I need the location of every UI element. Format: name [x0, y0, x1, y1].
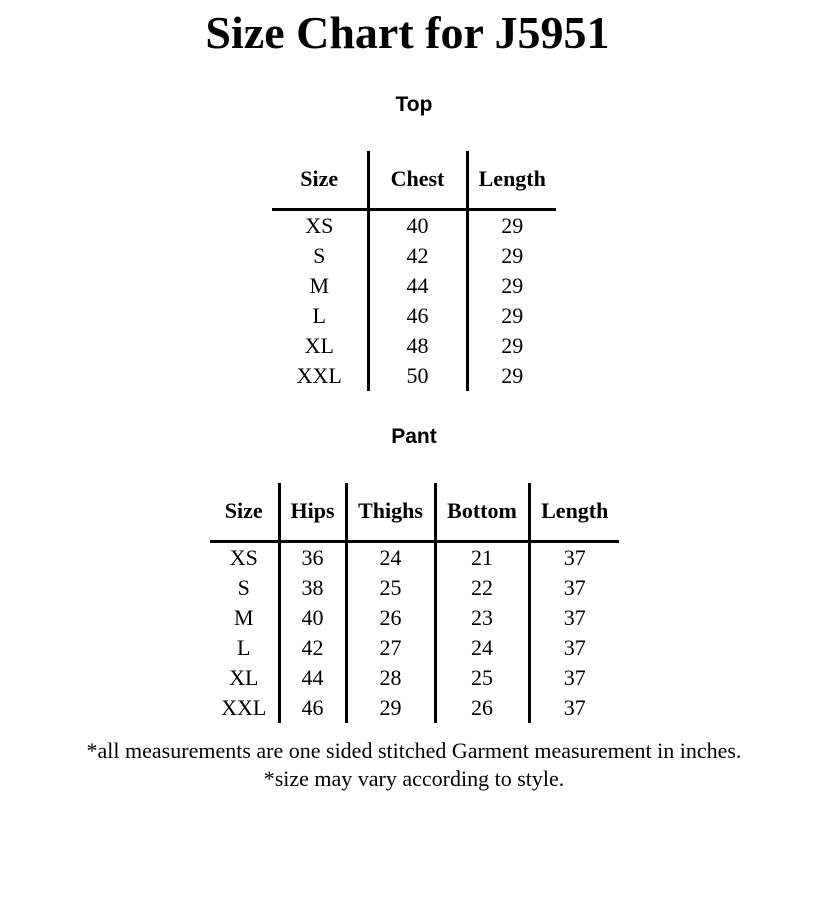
- measurement-cell: 46: [279, 693, 346, 723]
- measurement-cell: 37: [563, 574, 586, 600]
- table-row: [210, 633, 619, 663]
- top-size-table: [272, 151, 556, 391]
- measurement-cell: 29: [346, 693, 435, 723]
- measurement-cell: 26: [435, 693, 529, 723]
- table-header-row: [272, 151, 556, 209]
- size-cell: XL: [272, 331, 368, 361]
- measurement-cell: 46: [368, 301, 467, 331]
- measurement-cell: 37: [563, 634, 586, 660]
- column-header-thighs: Thighs: [346, 483, 435, 541]
- pant-section-heading: Pant: [391, 425, 437, 448]
- size-cell: XXL: [272, 361, 368, 391]
- measurement-cell: 44: [368, 271, 467, 301]
- table-row: [210, 663, 619, 693]
- measurement-cell: 40: [279, 603, 346, 633]
- table-row: [210, 573, 619, 603]
- measurement-cell: 26: [346, 603, 435, 633]
- measurement-cell: 29: [501, 302, 524, 328]
- size-cell: S: [210, 573, 279, 603]
- measurement-cell: 48: [368, 331, 467, 361]
- size-cell: M: [272, 271, 368, 301]
- column-header-size: Size: [210, 483, 279, 541]
- table-header-row: [210, 483, 619, 541]
- size-cell: XXL: [210, 693, 279, 723]
- column-header-bottom: Bottom: [435, 483, 529, 541]
- measurement-cell: 25: [346, 573, 435, 603]
- measurement-cell: 24: [435, 633, 529, 663]
- table-row: [272, 361, 556, 391]
- measurement-cell: 37: [563, 604, 586, 630]
- measurement-cell: 25: [435, 663, 529, 693]
- column-header-length: Length: [467, 151, 556, 209]
- measurement-cell: 37: [563, 664, 586, 690]
- measurement-cell: 21: [435, 541, 529, 573]
- measurement-cell: 42: [368, 241, 467, 271]
- top-section-heading: Top: [395, 93, 433, 116]
- measurement-cell: 27: [346, 633, 435, 663]
- table-row: [210, 693, 619, 723]
- measurement-cell: 38: [279, 573, 346, 603]
- table-row: [210, 603, 619, 633]
- measurement-cell: 29: [501, 212, 524, 238]
- measurement-cell: 50: [368, 361, 467, 391]
- column-header-size: Size: [272, 151, 368, 209]
- size-cell: L: [272, 301, 368, 331]
- pant-size-table: [210, 483, 619, 723]
- measurement-cell: 29: [501, 362, 524, 388]
- measurement-cell: 40: [368, 209, 467, 241]
- page-title: Size Chart for J5951: [205, 7, 610, 58]
- measurement-cell: 42: [279, 633, 346, 663]
- size-cell: L: [210, 633, 279, 663]
- table-row: [272, 271, 556, 301]
- measurement-cell: 24: [346, 541, 435, 573]
- measurement-cell: 37: [563, 544, 586, 570]
- size-cell: XS: [210, 541, 279, 573]
- size-cell: XS: [272, 209, 368, 241]
- table-row: [272, 331, 556, 361]
- size-cell: S: [272, 241, 368, 271]
- measurement-cell: 29: [501, 242, 524, 268]
- table-row: [272, 241, 556, 271]
- measurement-cell: 28: [346, 663, 435, 693]
- table-row: [272, 301, 556, 331]
- measurement-cell: 22: [435, 573, 529, 603]
- size-variation-note: *size may vary according to style.: [263, 766, 565, 791]
- size-cell: XL: [210, 663, 279, 693]
- column-header-length: Length: [529, 483, 619, 541]
- measurement-cell: 37: [563, 694, 586, 720]
- measurement-cell: 44: [279, 663, 346, 693]
- measurement-cell: 23: [435, 603, 529, 633]
- measurement-note: *all measurements are one sided stitched Garment measurement in inches.: [86, 738, 742, 763]
- measurement-cell: 29: [501, 332, 524, 358]
- table-row: [272, 209, 556, 241]
- column-header-chest: Chest: [368, 151, 467, 209]
- table-row: [210, 541, 619, 573]
- size-cell: M: [210, 603, 279, 633]
- measurement-cell: 29: [501, 272, 524, 298]
- measurement-cell: 36: [279, 541, 346, 573]
- column-header-hips: Hips: [279, 483, 346, 541]
